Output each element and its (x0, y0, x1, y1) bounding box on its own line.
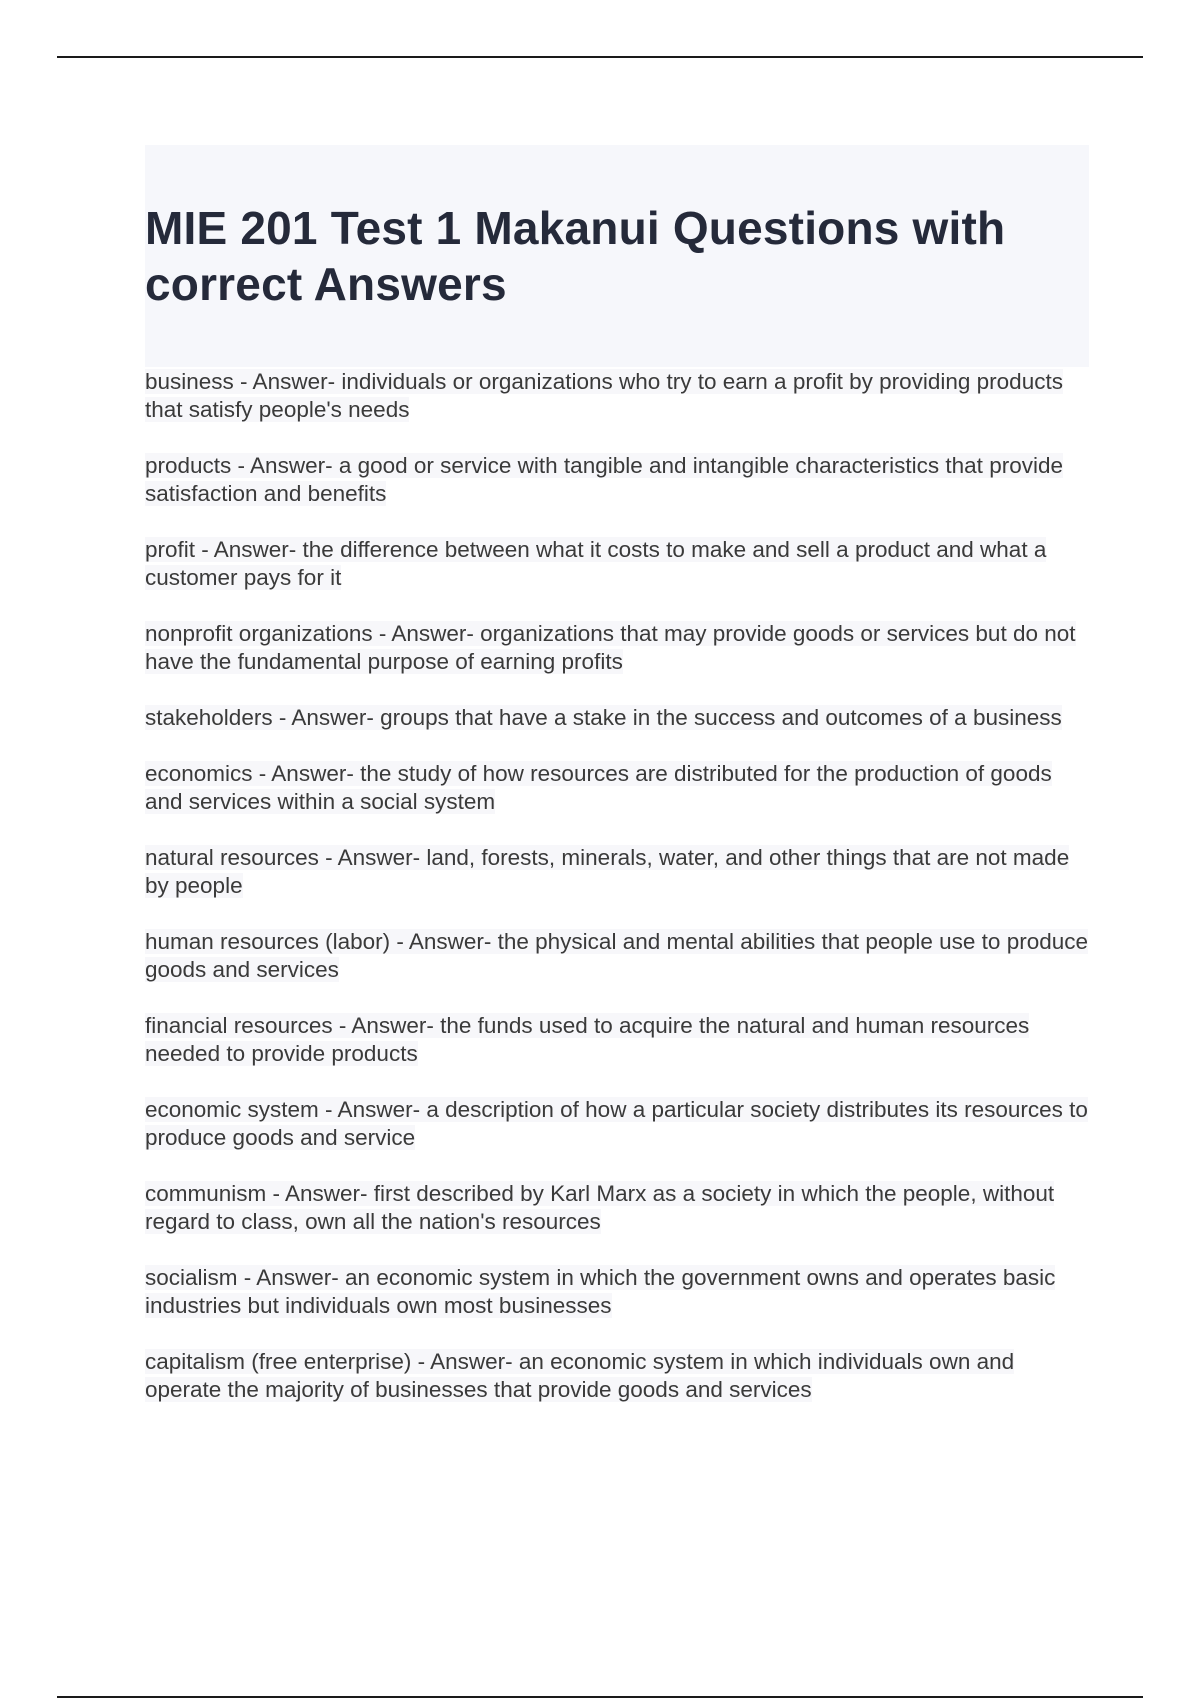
qa-entry-text: financial resources - Answer- the funds used to acquire the natural and human resources needed to provide products (145, 1013, 1030, 1066)
qa-entry-text: communism - Answer- first described by Karl Marx as a society in which the people, without regard to class, own all the nation's resources (145, 1181, 1055, 1234)
qa-entry-text: socialism - Answer- an economic system in which the government owns and operates basic industries but individuals own most businesses (145, 1265, 1056, 1318)
qa-entry-text: human resources (labor) - Answer- the physical and mental abilities that people use to produce goods and services (145, 929, 1089, 982)
qa-entry-text: nonprofit organizations - Answer- organizations that may provide goods or services but do not have the fundamental purpose of earning profits (145, 621, 1076, 674)
qa-entry-text: stakeholders - Answer- groups that have a stake in the success and outcomes of a business (145, 705, 1062, 730)
qa-entry-economics (145, 760, 1089, 816)
qa-entry-stakeholders (145, 704, 1089, 732)
qa-entry-natural-resources (145, 844, 1089, 900)
qa-entry-business (145, 368, 1089, 424)
qa-entry-nonprofit-organizations (145, 620, 1089, 676)
qa-list (145, 368, 1089, 1432)
qa-entry-financial-resources (145, 1012, 1089, 1068)
qa-entry-profit (145, 536, 1089, 592)
qa-entry-text: capitalism (free enterprise) - Answer- an economic system in which individuals own and operate the majority of businesses that provide goods and services (145, 1349, 1015, 1402)
qa-entry-economic-system (145, 1096, 1089, 1152)
qa-entry-capitalism (145, 1348, 1089, 1404)
qa-entry-human-resources (145, 928, 1089, 984)
qa-entry-text: profit - Answer- the difference between what it costs to make and sell a product and what a customer pays for it (145, 537, 1047, 590)
qa-entry-text: business - Answer- individuals or organizations who try to earn a profit by providing products that satisfy people's needs (145, 369, 1063, 422)
footer-divider (57, 1696, 1143, 1698)
qa-entry-text: natural resources - Answer- land, forests, minerals, water, and other things that are not made by people (145, 845, 1070, 898)
qa-entry-communism (145, 1180, 1089, 1236)
qa-entry-products (145, 452, 1089, 508)
header-divider (57, 56, 1143, 58)
qa-entry-text: economics - Answer- the study of how resources are distributed for the production of goods and services within a social system (145, 761, 1052, 814)
qa-entry-socialism (145, 1264, 1089, 1320)
qa-entry-text: economic system - Answer- a description of how a particular society distributes its resources to produce goods and service (145, 1097, 1088, 1150)
qa-entry-text: products - Answer- a good or service with tangible and intangible characteristics that provide satisfaction and benefits (145, 453, 1063, 506)
title-banner (145, 145, 1089, 367)
document-title: MIE 201 Test 1 Makanui Questions with correct Answers (145, 202, 1006, 310)
